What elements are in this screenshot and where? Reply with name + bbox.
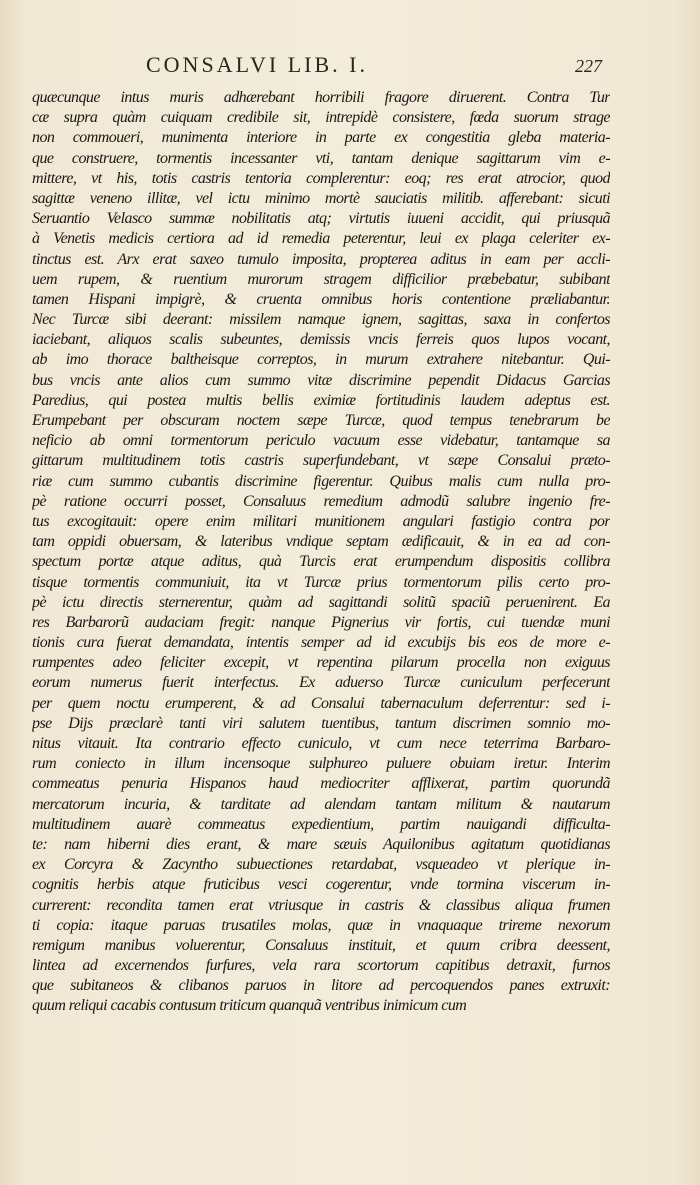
text-line: neficio ab omni tormentorum periculo vacuum esse videbatur, tantamque sa — [32, 432, 610, 450]
page-number: 227 — [575, 56, 602, 76]
text-line: res Barbarorũ audaciam fregit: nanque Pignerius vir fortis, cui tuendæ muni — [32, 613, 610, 631]
text-line: tam oppidi obuersam, & lateribus vndique septam ædificauit, & in ea ad con- — [32, 533, 610, 551]
text-line: Erumpebant per obscuram noctem sæpe Turcæ, quod tempus tenebrarum be — [32, 412, 610, 429]
text-line: tionis cura fuerat demandata, intentis semper ad id excubijs bis eos de more e- — [32, 634, 610, 652]
text-line: pè ratione occurri posset, Consaluus remedium admodũ salubre ingenio fre- — [32, 492, 610, 510]
body-text — [32, 88, 610, 1017]
text-line: à Venetis medicis certiora ad id remedia peterentur, leui ex plaga celeriter ex- — [32, 230, 610, 248]
text-line: cæ supra quàm cuiquam credibile sit, intrepidè consistere, fœda suorum strage — [32, 109, 610, 127]
text-line: pse Dijs præclarè tanti viri salutem tuentibus, tantum discrimen somnio mo- — [32, 714, 610, 732]
text-line: mercatorum incuria, & tarditate ad alendam tantam militum & nautarum — [32, 795, 610, 813]
text-line: tisque tormentis communiuit, ita vt Turcæ prius tormentorum pilis certo pro- — [32, 573, 610, 591]
text-line: per quem noctu erumperent, & ad Consalui tabernaculum deferrentur: sed i- — [32, 694, 610, 712]
text-line: tamen Hispani impigrè, & cruenta omnibus horis contentione præliabantur. — [32, 290, 610, 308]
text-line: quæcunque intus muris adhærebant horribili fragore diruerent. Contra Tur — [32, 89, 610, 106]
text-line: lintea ad excernendos furfures, vela rara scortorum capitibus detraxit, furnos — [32, 957, 610, 975]
text-line: pè ictu directis sternerentur, quàm ad sagittandi solitũ spaciũ peruenirent. Ea — [32, 593, 610, 611]
text-line: que construere, tormentis incessanter vti, tantam denique sagittarum vim e- — [32, 149, 610, 167]
text-line: bus vncis ante alios cum summo vitæ discrimine pependit Didacus Garcias — [32, 371, 610, 389]
text-line: que subitaneos & clibanos paruos in litore ad percoquendos panes extruxit: — [32, 977, 610, 995]
text-line: currerent: recondita tamen erat vtriusque in castris & classibus aliqua frumen — [32, 896, 610, 914]
text-line: gittarum multitudinem totis castris superfundebant, vt sæpe Consalui præto- — [32, 452, 610, 470]
text-line: Seruantio Velasco summæ nobilitatis atq; virtutis iuueni accidit, qui priusquã — [32, 210, 610, 228]
page-header — [30, 52, 602, 84]
text-line: ex Corcyra & Zacyntho subuectiones retardabat, vsqueadeo vt plerique in- — [32, 856, 610, 874]
text-line: tinctus est. Arx erat saxeo tumulo imposita, propterea aditus in eam per accli- — [32, 250, 610, 268]
text-line: sagittæ veneno illitæ, vel ictu minimo mortè sauciatis militib. afferebant: sicuti — [32, 189, 610, 207]
text-line: Nec Turcæ sibi deerant: missilem namque ignem, sagittas, saxa in confertos — [32, 311, 610, 329]
text-line: iaciebant, aliquos scalis subeuntes, demissis vncis ferreis quos lupos vocant, — [32, 331, 610, 349]
text-line: nitus vitauit. Ita contrario effecto cuniculo, vt cum nece teterrima Barbaro- — [32, 735, 610, 752]
text-line: cognitis herbis atque fruticibus vesci cogerentur, vnde tormina viscerum in- — [32, 876, 610, 894]
text-line: mittere, vt his, totis castris tentoria complerentur: eoq; res erat atrocior, quod — [32, 169, 610, 187]
text-line: remigum manibus voluerentur, Consaluus instituit, et quum cribra deessent, — [32, 936, 610, 954]
text-line: spectum portæ atque aditus, quà Turcis erat erumpendum dispositis collibra — [32, 553, 610, 571]
text-line: rum coniecto in illum incensoque sulphureo puluere obuiam iretur. Interim — [32, 755, 610, 773]
text-line: uem rupem, & ruentium murorum stragem difficilior præbebatur, subibant — [32, 270, 610, 288]
text-line: multitudinem auarè commeatus expedientium, partim nauigandi difficulta- — [32, 815, 610, 833]
text-line: non commoueri, munimenta interiore in parte ex congestitia gleba materia- — [32, 129, 610, 147]
text-line: ti copia: itaque paruas trusatiles molas, quæ in vnaquaque trireme nexorum — [32, 916, 610, 934]
running-head: CONSALVI LIB. I. — [146, 52, 368, 77]
text-line: Paredius, qui postea multis bellis eximiæ fortitudinis laudem adeptus est. — [32, 391, 610, 409]
text-line: te: nam hiberni dies erant, & mare sæuis Aquilonibus agitatum quotidianas — [32, 835, 610, 853]
text-line: commeatus penuria Hispanos haud mediocriter afflixerat, partim quorundã — [32, 775, 610, 793]
text-line: tus excogitauit: opere enim militari munitionem angulari fastigio contra por — [32, 512, 610, 530]
text-line: quum reliqui cacabis contusum triticum quanquã ventribus inimicum cum — [32, 997, 467, 1015]
text-line: riæ cum summo cubantis discrimine figerentur. Quibus malis cum nulla pro- — [32, 472, 610, 490]
text-line: ab imo thorace baltheisque correptos, in murum extrahere nitebantur. Qui- — [32, 351, 610, 369]
text-line: eorum numerus fuerit interfectus. Ex aduerso Turcæ cuniculum perfecerunt — [32, 674, 610, 692]
text-line: rumpentes adeo feliciter excepit, vt repentina pilarum procella non exiguus — [32, 654, 610, 672]
